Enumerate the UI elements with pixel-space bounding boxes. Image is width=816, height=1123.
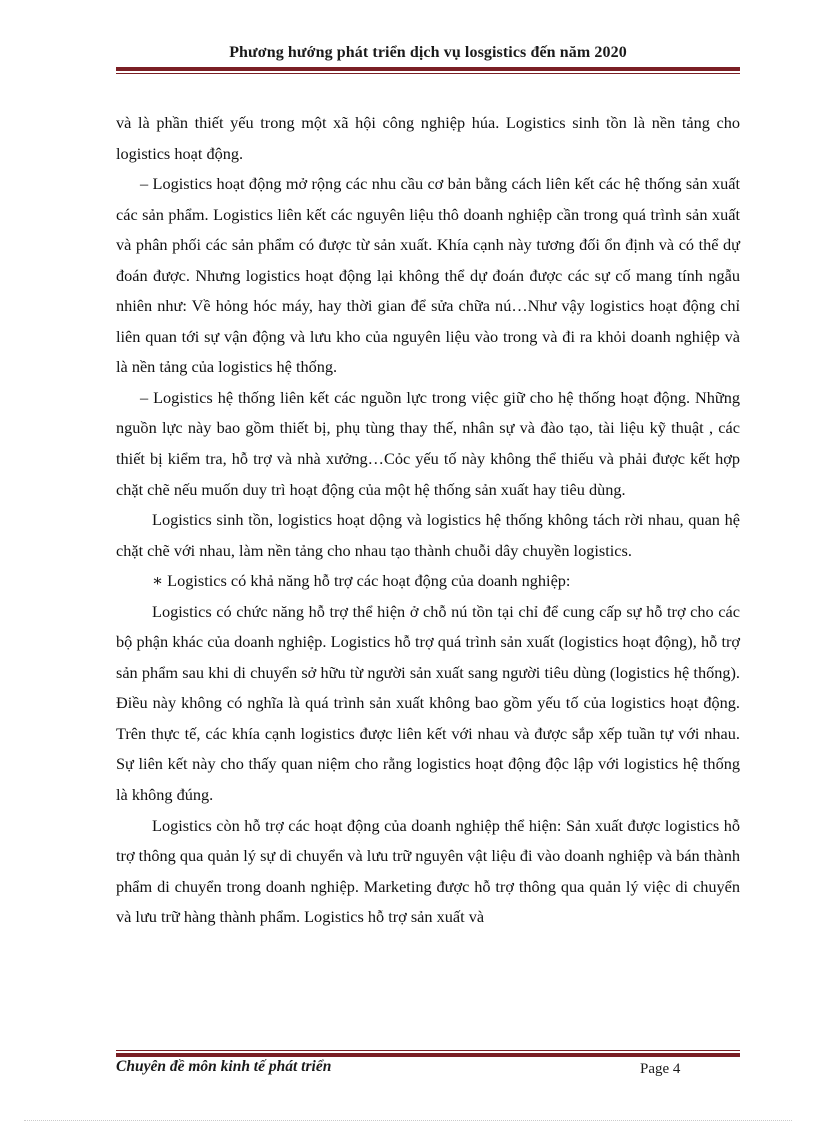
paragraph: Logistics sinh tồn, logistics hoạt dộng và logistics hệ thống không tách rời nhau, quan hệ chặt chẽ với nhau, làm nền tảng cho nhau tạo thành chuỗi dây chuyền logistics.	[116, 510, 740, 560]
bullet-heading: ∗ Logistics có khả năng hỗ trợ các hoạt động của doanh nghiệp:	[152, 571, 571, 591]
paragraph: – Logistics hoạt động mở rộng các nhu cầu cơ bản bằng cách liên kết các hệ thống sản xuất các sản phẩm. Logistics liên kết các nguyên liệu thô doanh nghiệp cần trong quá trình sản xuất và phân phối các sản phẩm có được từ sản xuất. Khía cạnh này tương đối ổn định và có thể dự đoán được. Nhưng logistics hoạt động lại không thể dự đoán được các sự cố mang tính ngẫu nhiên như: Về hỏng hóc máy, hay thời gian để sửa chữa nú…Như vậy logistics hoạt động chỉ liên quan tới sự vận động và lưu kho của nguyên liệu vào trong và đi ra khỏi doanh nghiệp và là nền tảng của logistics hệ thống.	[116, 174, 740, 377]
header-rule-thick	[116, 67, 740, 71]
paragraph: và là phần thiết yếu trong một xã hội công nghiệp húa. Logistics sinh tồn là nền tảng cho logistics hoạt động.	[116, 113, 740, 163]
page-number: Page 4	[640, 1061, 681, 1077]
footer-course-title: Chuyên đề môn kinh tế phát triển	[116, 1058, 332, 1075]
header-rule-thin	[116, 73, 740, 74]
paragraph: – Logistics hệ thống liên kết các nguồn lực trong việc giữ cho hệ thống hoạt động. Những nguồn lực này bao gồm thiết bị, phụ tùng thay thế, nhân sự và đào tạo, tài liệu kỹ thuật , các thiết bị kiểm tra, hỗ trợ và nhà xưởng…Cỏc yếu tố này không thể thiếu và phải được kết hợp chặt chẽ nếu muốn duy trì hoạt động của một hệ thống sản xuất hay tiêu dùng.	[116, 387, 740, 499]
page-edge-divider	[24, 1120, 792, 1121]
paragraph: Logistics có chức năng hỗ trợ thể hiện ở chỗ nú tồn tại chỉ để cung cấp sự hỗ trợ cho các bộ phận khác của doanh nghiệp. Logistics hỗ trợ quá trình sản xuất (logistics hoạt động), hỗ trợ sản phẩm sau khi di chuyển sở hữu từ người sản xuất sang người tiêu dùng (logistics hệ thống). Điều này không có nghĩa là quá trình sản xuất không bao gồm yếu tố của logistics hoạt động. Trên thực tế, các khía cạnh logistics được liên kết với nhau và được sắp xếp tuần tự với nhau. Sự liên kết này cho thấy quan niệm cho rằng logistics hoạt động độc lập với logistics hệ thống là không đúng.	[116, 601, 740, 805]
footer-rule-thick	[116, 1053, 740, 1057]
footer-rule-thin	[116, 1050, 740, 1051]
document-body	[116, 108, 740, 933]
page-header-title: Phương hướng phát triển dịch vụ losgistics đến năm 2020	[229, 44, 627, 61]
paragraph: Logistics còn hỗ trợ các hoạt động của doanh nghiệp thể hiện: Sản xuất được logistics hỗ trợ thông qua quản lý sự di chuyển và lưu trữ nguyên vật liệu đi vào doanh nghiệp và bán thành phẩm di chuyển trong doanh nghiệp. Marketing được hỗ trợ thông qua quản lý việc di chuyển và lưu trữ hàng thành phẩm. Logistics hỗ trợ sản xuất và	[116, 815, 740, 927]
